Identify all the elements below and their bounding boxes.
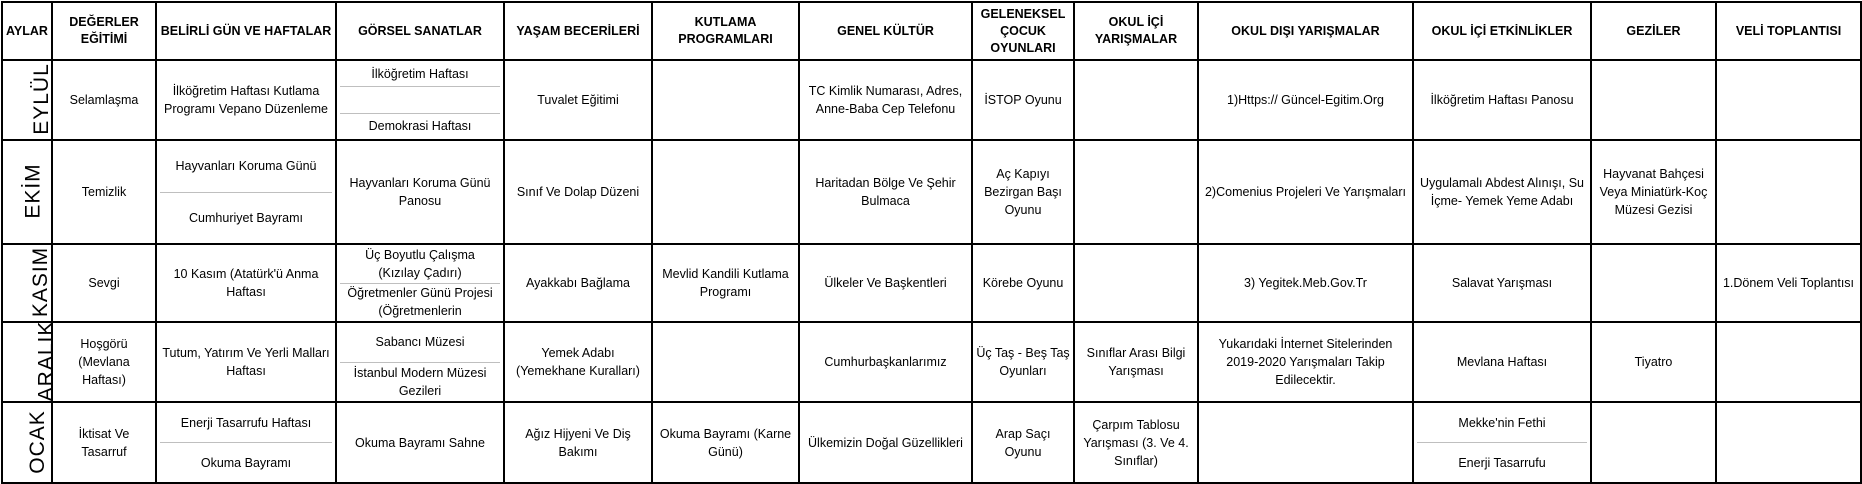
okul-ici-etkinlik-cell: İlköğretim Haftası Panosu xyxy=(1413,60,1591,140)
veli-toplantisi-cell xyxy=(1716,60,1861,140)
belirli-gun-item: Hayvanları Koruma Günü xyxy=(175,159,317,174)
geleneksel-oyun-cell: Körebe Oyunu xyxy=(972,244,1074,322)
okul-disi-yarisma-cell: 1)Https:// Güncel-Egitim.Org xyxy=(1198,60,1413,140)
gorsel-item: Öğretmenler Günü Projesi (Öğretmenlerin xyxy=(340,283,500,322)
gezi-cell xyxy=(1591,244,1716,322)
etkinlik-item: Mekke'nin Fethi xyxy=(1458,415,1546,430)
gorsel-item: Demokrasi Haftası xyxy=(340,113,500,139)
month-label: OCAK xyxy=(25,409,49,474)
kutlama-cell: Okuma Bayramı (Karne Günü) xyxy=(652,402,799,483)
header-degerler-egitimi: DEĞERLER EĞİTİMİ xyxy=(52,2,156,60)
gezi-cell: Hayvanat Bahçesi Veya Miniatürk-Koç Müzesi Gezisi xyxy=(1591,140,1716,244)
belirli-gun-cell: Tutum, Yatırım Ve Yerli Malları Haftası xyxy=(156,322,336,402)
header-geleneksel-oyunlar: GELENEKSEL ÇOCUK OYUNLARI xyxy=(972,2,1074,60)
geleneksel-oyun-cell: İSTOP Oyunu xyxy=(972,60,1074,140)
gezi-cell xyxy=(1591,60,1716,140)
table-row xyxy=(2,402,1861,483)
table-row xyxy=(2,244,1861,322)
gorsel-sanatlar-cell xyxy=(336,60,504,140)
month-cell xyxy=(2,140,52,244)
genel-kultur-cell: Cumhurbaşkanlarımız xyxy=(799,322,972,402)
kutlama-cell xyxy=(652,322,799,402)
okul-ici-etkinlik-cell: Salavat Yarışması xyxy=(1413,244,1591,322)
header-veli-toplantisi: VELİ TOPLANTISI xyxy=(1716,2,1861,60)
veli-toplantisi-cell: 1.Dönem Veli Toplantısı xyxy=(1716,244,1861,322)
gorsel-item: İlköğretim Haftası xyxy=(371,66,469,81)
degerler-cell: Sevgi xyxy=(52,244,156,322)
okul-disi-yarisma-cell: 3) Yegitek.Meb.Gov.Tr xyxy=(1198,244,1413,322)
veli-toplantisi-cell xyxy=(1716,402,1861,483)
month-label: EYLÜL xyxy=(29,63,53,135)
okul-ici-yarisma-cell: Çarpım Tablosu Yarışması (3. Ve 4. Sınıflar) xyxy=(1074,402,1198,483)
header-okul-ici-yarismalar: OKUL İÇİ YARIŞMALAR xyxy=(1074,2,1198,60)
okul-disi-yarisma-cell xyxy=(1198,402,1413,483)
genel-kultur-cell: Ülkemizin Doğal Güzellikleri xyxy=(799,402,972,483)
geleneksel-oyun-cell: Üç Taş - Beş Taş Oyunları xyxy=(972,322,1074,402)
degerler-cell: İktisat Ve Tasarruf xyxy=(52,402,156,483)
header-belirli-gun: BELİRLİ GÜN VE HAFTALAR xyxy=(156,2,336,60)
table-row xyxy=(2,322,1861,402)
header-kutlama-programlari: KUTLAMA PROGRAMLARI xyxy=(652,2,799,60)
month-cell xyxy=(2,320,58,402)
gezi-cell: Tiyatro xyxy=(1591,322,1716,402)
okul-ici-yarisma-cell xyxy=(1074,60,1198,140)
month-label: KASIM xyxy=(29,246,53,318)
gorsel-sanatlar-cell: Hayvanları Koruma Günü Panosu xyxy=(336,140,504,244)
belirli-gun-item: Enerji Tasarrufu Haftası xyxy=(180,415,312,430)
month-cell xyxy=(2,60,52,140)
belirli-gun-item: Cumhuriyet Bayramı xyxy=(160,192,332,244)
header-genel-kultur: GENEL KÜLTÜR xyxy=(799,2,972,60)
yasam-becerileri-cell: Yemek Adabı (Yemekhane Kuralları) xyxy=(504,322,652,402)
belirli-gun-item: Okuma Bayramı xyxy=(160,442,332,482)
header-yasam-becerileri: YAŞAM BECERİLERİ xyxy=(504,2,652,60)
okul-disi-yarisma-cell: Yukarıdaki İnternet Sitelerinden 2019-2020 Yarışmaları Takip Edilecektir. xyxy=(1198,322,1413,402)
kutlama-cell xyxy=(652,60,799,140)
yasam-becerileri-cell: Tuvalet Eğitimi xyxy=(504,60,652,140)
gorsel-sanatlar-cell: Okuma Bayramı Sahne xyxy=(336,402,504,483)
okul-ici-yarisma-cell xyxy=(1074,244,1198,322)
okul-ici-yarisma-cell: Sınıflar Arası Bilgi Yarışması xyxy=(1074,322,1198,402)
gorsel-sanatlar-cell xyxy=(336,244,504,322)
genel-kultur-cell: Haritadan Bölge Ve Şehir Bulmaca xyxy=(799,140,972,244)
month-label: EKİM xyxy=(21,163,45,219)
header-gorsel-sanatlar: GÖRSEL SANATLAR xyxy=(336,2,504,60)
degerler-cell: Hoşgörü (Mevlana Haftası) xyxy=(52,322,156,402)
belirli-gun-cell: 10 Kasım (Atatürk'ü Anma Haftası xyxy=(156,244,336,322)
gorsel-sanatlar-cell xyxy=(336,322,504,402)
month-cell xyxy=(2,244,52,322)
etkinlik-item: Enerji Tasarrufu xyxy=(1417,442,1587,482)
okul-ici-etkinlik-cell xyxy=(1413,402,1591,483)
belirli-gun-cell xyxy=(156,402,336,483)
month-label: ARALIK xyxy=(34,320,58,402)
genel-kultur-cell: Ülkeler Ve Başkentleri xyxy=(799,244,972,322)
okul-disi-yarisma-cell: 2)Comenius Projeleri Ve Yarışmaları xyxy=(1198,140,1413,244)
gorsel-item xyxy=(340,86,500,112)
gorsel-item: Sabancı Müzesi xyxy=(375,335,465,350)
header-okul-disi-yarismalar: OKUL DIŞI YARIŞMALAR xyxy=(1198,2,1413,60)
activity-plan-table xyxy=(1,1,1862,484)
month-cell xyxy=(2,402,52,483)
yasam-becerileri-cell: Ayakkabı Bağlama xyxy=(504,244,652,322)
okul-ici-etkinlik-cell: Mevlana Haftası xyxy=(1413,322,1591,402)
gorsel-item: İstanbul Modern Müzesi Gezileri xyxy=(340,362,500,402)
table-row xyxy=(2,140,1861,244)
header-aylar: AYLAR xyxy=(2,2,52,60)
belirli-gun-cell xyxy=(156,140,336,244)
geleneksel-oyun-cell: Aç Kapıyı Bezirgan Başı Oyunu xyxy=(972,140,1074,244)
veli-toplantisi-cell xyxy=(1716,140,1861,244)
degerler-cell: Selamlaşma xyxy=(52,60,156,140)
veli-toplantisi-cell xyxy=(1716,322,1861,402)
table-row xyxy=(2,60,1861,140)
header-okul-ici-etkinlikler: OKUL İÇİ ETKİNLİKLER xyxy=(1413,2,1591,60)
belirli-gun-cell: İlköğretim Haftası Kutlama Programı Vepano Düzenleme xyxy=(156,60,336,140)
degerler-cell: Temizlik xyxy=(52,140,156,244)
genel-kultur-cell: TC Kimlik Numarası, Adres, Anne-Baba Cep Telefonu xyxy=(799,60,972,140)
yasam-becerileri-cell: Ağız Hijyeni Ve Diş Bakımı xyxy=(504,402,652,483)
gorsel-item: Üç Boyutlu Çalışma (Kızılay Çadırı) xyxy=(365,247,475,280)
header-geziler: GEZİLER xyxy=(1591,2,1716,60)
gezi-cell xyxy=(1591,402,1716,483)
kutlama-cell xyxy=(652,140,799,244)
header-row xyxy=(2,2,1861,60)
geleneksel-oyun-cell: Arap Saçı Oyunu xyxy=(972,402,1074,483)
okul-ici-yarisma-cell xyxy=(1074,140,1198,244)
kutlama-cell: Mevlid Kandili Kutlama Programı xyxy=(652,244,799,322)
okul-ici-etkinlik-cell: Uygulamalı Abdest Alınışı, Su İçme- Yemek Yeme Adabı xyxy=(1413,140,1591,244)
yasam-becerileri-cell: Sınıf Ve Dolap Düzeni xyxy=(504,140,652,244)
